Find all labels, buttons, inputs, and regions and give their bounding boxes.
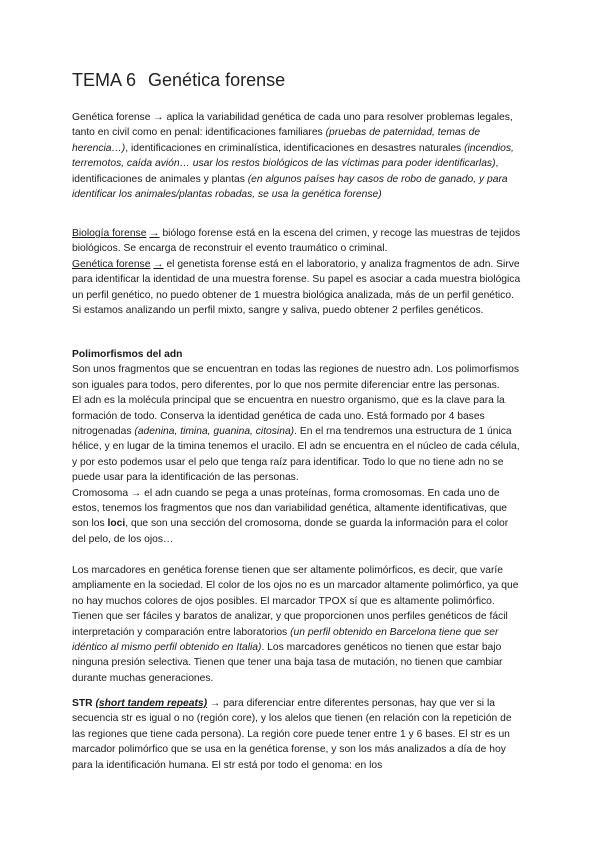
genetica-text: el genetista forense está en el laboratorio, y analiza fragmentos de adn. Sirve para identificar la identidad de una muestra forense. Su papel es asociar a cada muestra biológica un perfil genético, no puedo obtener de 1 muestra biológica analizada, más de un perfil genético. Si estamos analizando un perfil mixto, sangre y saliva, puedo obtener 2 perfiles genéticos. <box>72 258 521 317</box>
polimorfismos-p1: Son unos fragmentos que se encuentran en todas las regiones de nuestro adn. Los polimorfismos son iguales para todos, pero diferentes, por lo que nos permite diferenciar entre las personas. <box>72 364 520 391</box>
intro-text-2: , identificaciones en criminalística, identificaciones en desastres naturales <box>125 142 465 154</box>
roles-section <box>72 226 522 318</box>
polimorfismos-p3 <box>72 486 522 548</box>
intro-italic-2: (incendios, terremotos, caída avión… usar los restos biológicos de las víctimas para poder identificarlas) <box>72 142 514 170</box>
p2-text-a: El adn es la molécula principal que se encuentra en nuestro organismo, que es la clave para la formación de todo. Conserva la identidad genética de cada uno. Está formado por 4 bases nitrogenadas <box>72 395 505 438</box>
intro-paragraph <box>72 110 522 202</box>
title-text: Genética forense <box>148 70 286 90</box>
biologia-text: biólogo forense está en la escena del crimen, y recoge las muestras de tejidos biológicos. Se encarga de reconstruir el evento traumático o criminal. <box>72 228 521 255</box>
p2-text-b: . En el rna tendremos una estructura de 1 única hélice, y en lugar de la timina tenemos el uracilo. El adn se encuentra en el núcleo de cada célula, y por esto podemos usar el pelo que tenga raíz para identificar. Todo lo que no tiene adn no se puede usar para la identificación de las personas. <box>72 426 520 484</box>
marcadores-italic: (un perfil obtenido en Barcelona tiene que ser idéntico al mismo perfil obtenido en Italia) <box>72 626 499 654</box>
arrow-icon: → <box>209 698 221 709</box>
intro-italic-1: (pruebas de paternidad, temas de herencia…) <box>72 127 481 154</box>
intro-term: Genética forense <box>72 112 151 123</box>
p2-italic: (adenina, timina, guanina, citosina) <box>134 426 295 438</box>
arrow-icon: → <box>153 258 164 270</box>
biologia-term: Biología forense <box>72 228 147 239</box>
polimorfismos-section <box>72 347 522 547</box>
marcadores-text-2: . Los marcadores genéticos no tienen que estar bajo ninguna presión selectiva. Tienen que tener una baja tasa de mutación, no tienen que cambiar durante muchas generaciones. <box>72 642 503 684</box>
intro-text-1: aplica la variabilidad genética de cada uno para resolver problemas legales, tanto en civil como en penal: identificaciones familiares <box>72 112 513 139</box>
arrow-icon: → <box>149 228 160 239</box>
str-text: para diferenciar entre diferentes personas, hay que ver si la secuencia str es igual o no (región core), y los alelos que tienen (en relación con la repetición de las regiones que tiene cada persona). La región core puede tener entre 1 y 6 bases. El str es un marcador polimórfico que se usa en la genética forense, y son los más analizados a día de hoy para la identificación humana. El str está por todo el genoma: en los <box>72 698 512 771</box>
page-title <box>72 70 285 91</box>
loci-term: loci <box>107 518 126 530</box>
str-expansion: (short tandem repeats) <box>95 698 208 709</box>
str-term: STR <box>72 698 93 709</box>
genetica-term: Genética forense <box>72 258 151 270</box>
arrow-icon: → <box>153 112 164 123</box>
title-number: TEMA 6 <box>72 70 137 90</box>
str-paragraph <box>72 696 522 773</box>
cromosoma-term: Cromosoma <box>72 487 129 499</box>
biologia-paragraph <box>72 226 522 257</box>
polimorfismos-p2 <box>72 393 522 485</box>
genetica-paragraph <box>72 257 522 319</box>
p3-text-b: el adn cuando se pega a unas proteínas, forma cromosomas. En cada uno de estos, tenemos los fragmentos que nos dan variabilidad genética, altamente identificativas, que son los <box>72 487 508 530</box>
intro-text-3: , identificaciones de animales y plantas <box>72 158 499 185</box>
marcadores-paragraph <box>72 563 522 686</box>
arrow-icon: → <box>130 487 142 499</box>
polimorfismos-heading: Polimorfismos del adn <box>72 349 183 360</box>
p3-text-c: , que son una sección del cromosoma, donde se guarda la información para el color del pelo, de los ojos… <box>72 518 509 545</box>
marcadores-text-1: Los marcadores en genética forense tienen que ser altamente polimórficos, es decir, que varíe ampliamente en la sociedad. El color de los ojos no es un marcador altamente polimórfico, ya que no hay muchos colores de ojos posibles. El marcador TPOX sí que es altamente polimórfico. Tienen que ser fáciles y baratos de analizar, y que proporcionen unos perfiles genéticos de fácil interpretación y comparación entre laboratorios <box>72 565 519 638</box>
intro-italic-3: (en algunos países hay casos de robo de ganado, y para identificar los animales/plantas robadas, se usa la genética forense) <box>72 173 508 201</box>
